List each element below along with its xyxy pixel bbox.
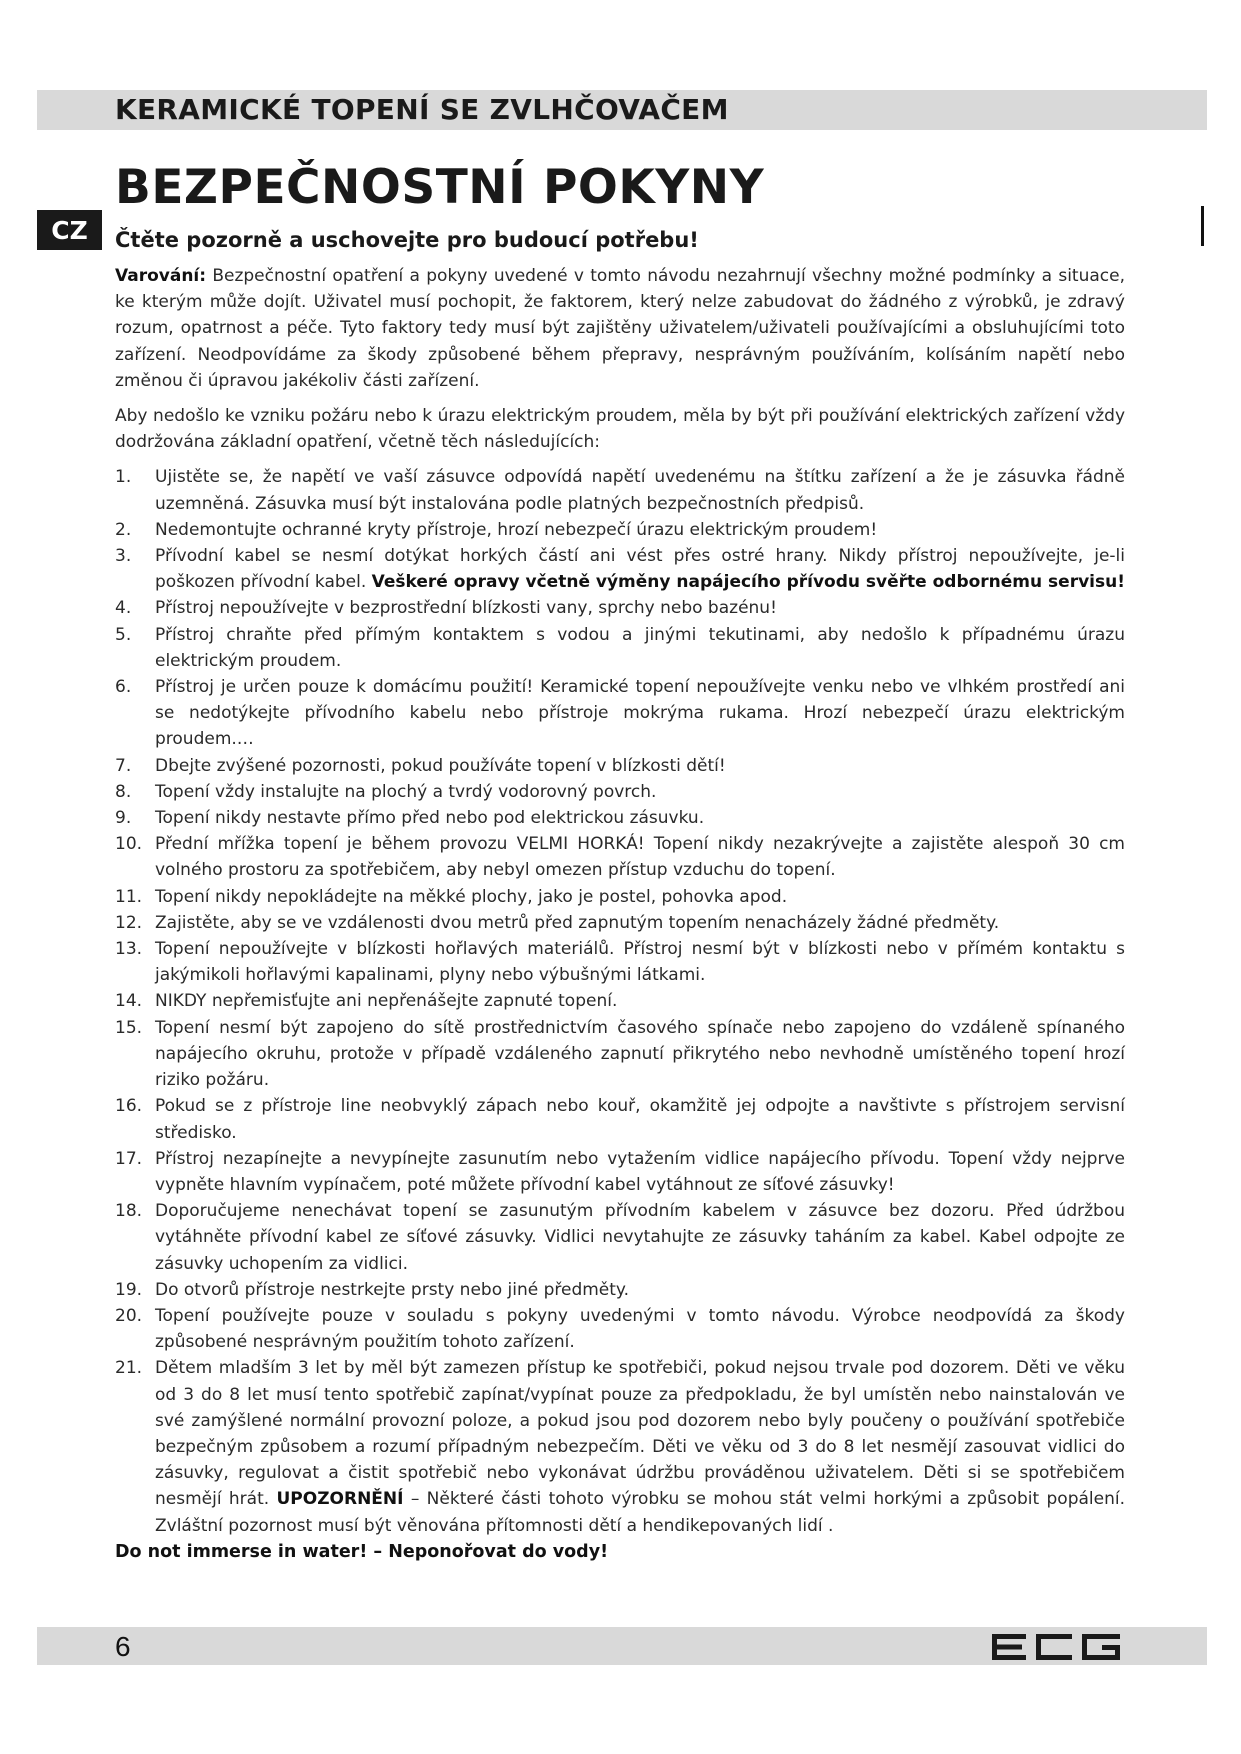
warning-label: Varování: [115,266,207,286]
content-body [115,263,1125,1565]
list-item: 5. Přístroj chraňte před přímým kontaktem s vodou a jinými tekutinami, aby nedošlo k případnému úrazu elektrickým proudem. [115,624,1125,671]
list-item: 20. Topení používejte pouze v souladu s pokyny uvedenými v tomto návodu. Výrobce neodpovídá za škody způsobené nesprávným použitím tohoto zařízení. [115,1305,1125,1353]
ecg-logo [992,1634,1122,1660]
list-item: 17. Přístroj nezapínejte a nevypínejte zasunutím nebo vytažením vidlice napájecího přívodu. Topení vždy nejprve vypněte hlavním vypínačem, poté můžete přívodní kabel vytáhnout ze síťové zásuvky! [115,1148,1125,1195]
list-item: 12. Zajistěte, aby se ve vzdálenosti dvou metrů před zapnutým topením nenacházely žádné předměty. [115,912,1000,933]
list-item: 11. Topení nikdy nepokládejte na měkké plochy, jako je postel, pohovka apod. [115,886,788,907]
page-number: 6 [115,1631,131,1662]
list-item: 18. Doporučujeme nenechávat topení se zasunutým přívodním kabelem v zásuvce bez dozoru. Před údržbou vytáhněte přívodní kabel ze síťové zásuvky. Vidlici nevytahujte ze zásuvky taháním za kabel. Kabel odpojte ze zásuvky uchopením za vidlici. [115,1201,1125,1274]
warning-text: Bezpečnostní opatření a pokyny uvedené v tomto návodu nezahrnují všechny možné podmínky a situace, ke kterým může dojít. Uživatel musí pochopit, že faktorem, který nelze zabudovat do žádného z výrobků, je zdravý rozum, opatrnost a péče. Tyto faktory tedy musí být zajištěny uživatelem/uživateli používajícími a obsluhujícími toto zařízení. Neodpovídáme za škody způsobené během přepravy, nesprávným používáním, kolísáním napětí nebo změnou či úpravou jakékoliv části zařízení. [115,266,1125,391]
list-item: 10. Přední mřížka topení je během provozu VELMI HORKÁ! Topení nikdy nezakrývejte a zajistěte alespoň 30 cm volného prostoru za spotřebičem, aby nebyl omezen přístup vzduchu do topení. [115,834,1125,881]
safety-rules-list [115,464,1125,1538]
footer-bar [37,1627,1207,1665]
list-item: 14. NIKDY nepřemisťujte ani nepřenášejte zapnuté topení. [115,991,618,1012]
list-item: 8. Topení vždy instalujte na plochý a tvrdý vodorovný povrch. [115,781,657,802]
list-item: 16. Pokud se z přístroje line neobvyklý zápach nebo kouř, okamžitě jej odpojte a navštivte s přístrojem servisní středisko. [115,1096,1125,1143]
margin-marker [1201,206,1204,246]
list-item: 19. Do otvorů přístroje nestrkejte prsty nebo jiné předměty. [115,1279,629,1300]
header-bar [37,90,1207,130]
list-item: 3. Přívodní kabel se nesmí dotýkat horkých částí ani vést přes ostré hrany. Nikdy přístroj nepoužívejte, je-li poškozen přívodní kabel. Veškeré opravy včetně výměny napájecího přívodu svěřte odbornému servisu! [115,546,1125,593]
list-item: 13. Topení nepoužívejte v blízkosti hořlavých materiálů. Přístroj nesmí být v blízkosti nebo v přímém kontaktu s jakýmikoli hořlavými kapalinami, plyny nebo výbušnými látkami. [115,939,1125,986]
section-subtitle: Čtěte pozorně a uschovejte pro budoucí potřebu! [115,228,699,252]
page-title: BEZPEČNOSTNÍ POKYNY [115,160,765,215]
list-item: 1. Ujistěte se, že napětí ve vaší zásuvce odpovídá napětí uvedenému na štítku zařízení a že je zásuvka řádně uzemněná. Zásuvka musí být instalována podle platných bezpečnostních předpisů. [115,467,1125,514]
intro-paragraph: Aby nedošlo ke vzniku požáru nebo k úrazu elektrickým proudem, měla by být při používání elektrických zařízení vždy dodržována základní opatření, včetně těch následujících: [115,406,1125,453]
list-item: 7. Dbejte zvýšené pozornosti, pokud používáte topení v blízkosti dětí! [115,755,726,776]
list-item: 6. Přístroj je určen pouze k domácímu použití! Keramické topení nepoužívejte venku nebo ve vlhkém prostředí ani se nedotýkejte přívodního kabelu nebo přístroje mokrýma rukama. Hrozí nebezpečí úrazu elektrickým proudem.… [115,677,1125,750]
product-title: KERAMICKÉ TOPENÍ SE ZVLHČOVAČEM [115,93,729,126]
list-item: 15. Topení nesmí být zapojeno do sítě prostřednictvím časového spínače nebo zapojeno do vzdáleně spínaného napájecího okruhu, protože v případě vzdáleného zapnutí přikrytého nebo nevhodně umístěného topení hrozí riziko požáru. [115,1017,1125,1091]
list-item: 9. Topení nikdy nestavte přímo před nebo pod elektrickou zásuvku. [115,808,705,829]
warning-paragraph [115,263,1125,394]
water-warning: Do not immerse in water! – Neponořovat do vody! [115,1541,609,1562]
list-item: 4. Přístroj nepoužívejte v bezprostřední blízkosti vany, sprchy nebo bazénu! [115,598,777,619]
list-item: 21. Dětem mladším 3 let by měl být zamezen přístup ke spotřebiči, pokud nejsou trvale pod dozorem. Děti ve věku od 3 do 8 let musí tento spotřebič zapínat/vypínat pouze za předpokladu, že byl umístěn nebo nainstalován ve své zamýšlené normální provozní poloze, a pokud jsou pod dozorem nebo byly poučeny o používání spotřebiče bezpečným způsobem a rozumí případným nebezpečím. Děti ve věku od 3 do 8 let nesmějí zasouvat vidlici do zásuvky, regulovat a čistit spotřebič nebo vykonávat údržbu prováděnou uživatelem. Děti si se spotřebičem nesmějí hrát. UPOZORNĚNÍ – Některé části tohoto výrobku se mohou stát velmi horkými a způsobit popálení. Zvláštní pozornost musí být věnována přítomnosti dětí a hendikepovaných lidí . [115,1358,1125,1536]
language-tab: CZ [37,210,102,250]
list-item: 2. Nedemontujte ochranné kryty přístroje, hrozí nebezpečí úrazu elektrickým proudem! [115,519,878,540]
